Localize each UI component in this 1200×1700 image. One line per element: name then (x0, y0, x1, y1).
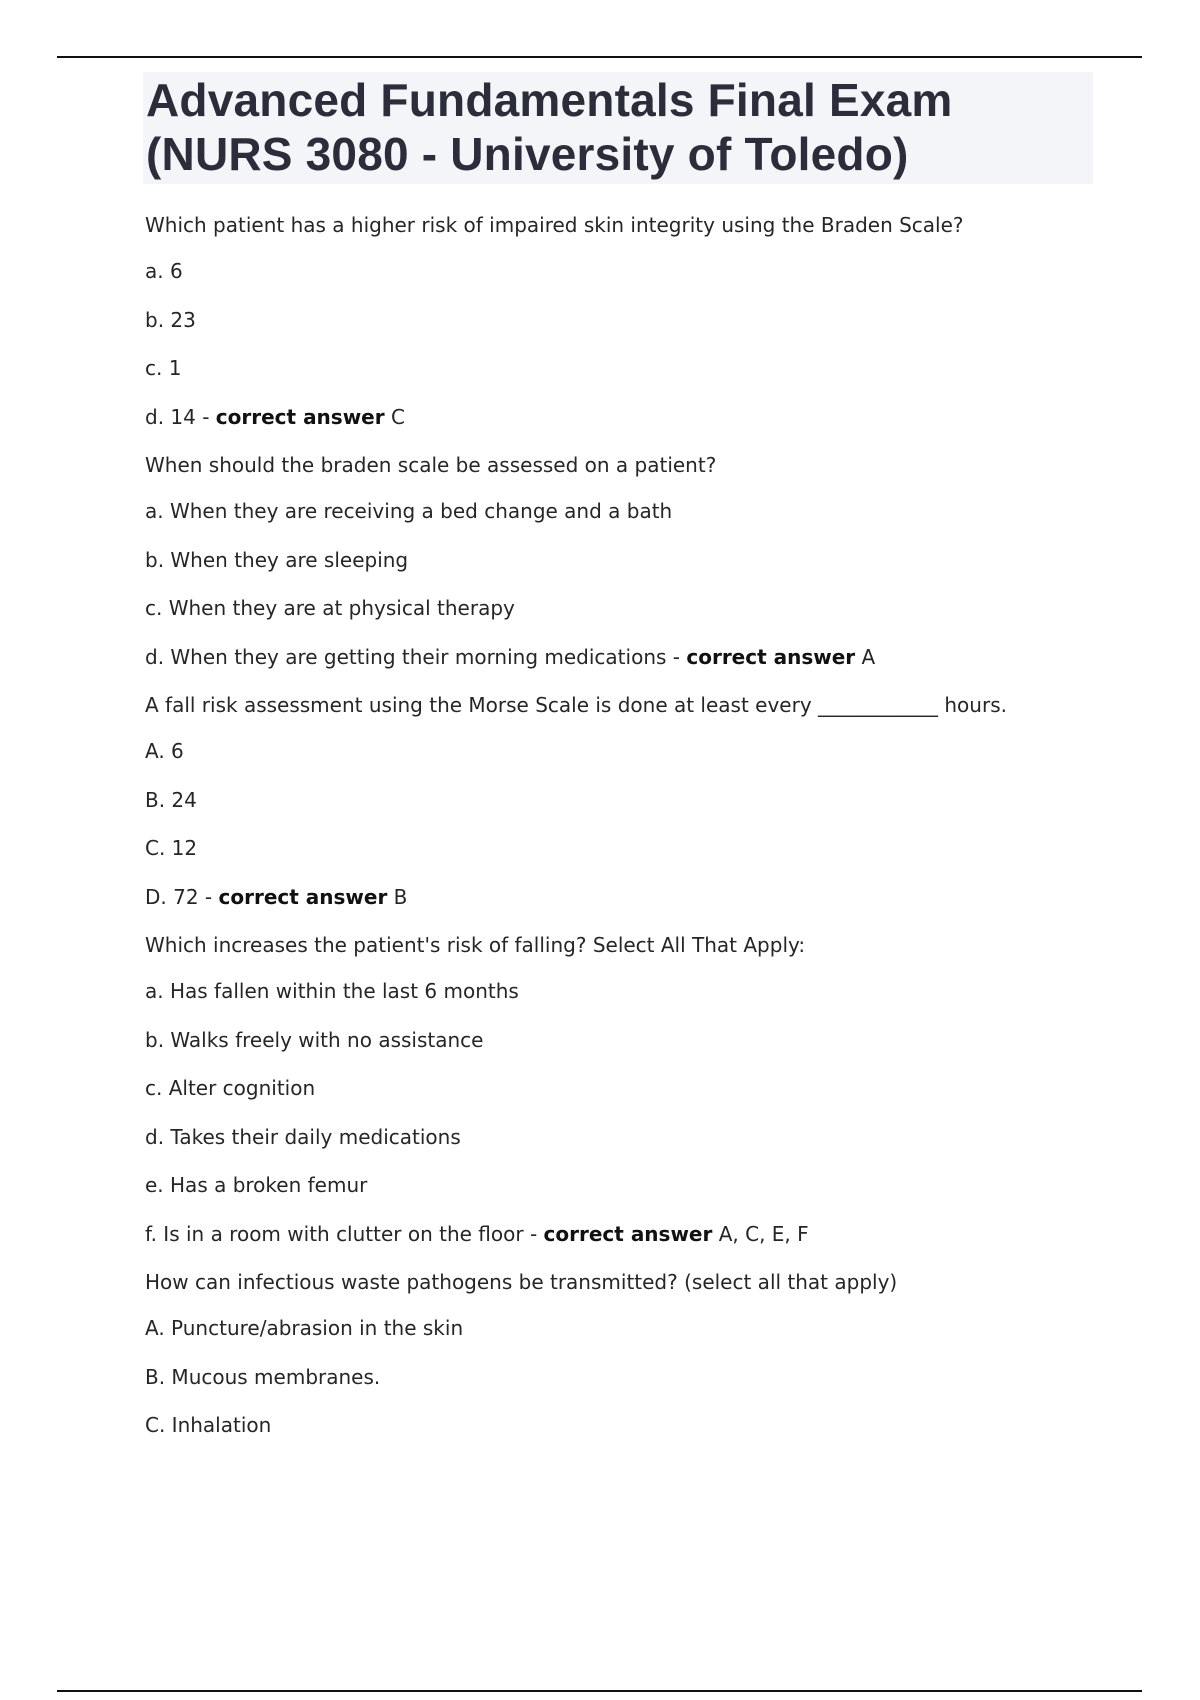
answer-option-with-key (145, 1220, 1105, 1269)
answer-option: a. Has fallen within the last 6 months (145, 979, 519, 1003)
question-text: When should the braden scale be assessed on a patient? (145, 453, 717, 477)
question-text: Which patient has a higher risk of impaired skin integrity using the Braden Scale? (145, 213, 964, 237)
correct-answer-value: A, C, E, F (712, 1221, 809, 1246)
answer-option-with-key (145, 403, 1105, 452)
correct-answer-value: B (387, 884, 408, 909)
answer-option: d. Takes their daily medications (145, 1124, 461, 1149)
answer-option: c. When they are at physical therapy (145, 596, 515, 620)
answer-option-with-key (145, 883, 1105, 932)
correct-answer-label: correct answer (543, 1221, 713, 1246)
answer-option: a. When they are receiving a bed change and a bath (145, 499, 673, 523)
option-text: f. Is in a room with clutter on the floor - (145, 1221, 544, 1246)
correct-answer-value: A (855, 644, 876, 669)
page-title (146, 73, 953, 181)
option-text: d. When they are getting their morning medications - (145, 644, 687, 669)
correct-answer-label: correct answer (215, 404, 385, 429)
title-line-1: Advanced Fundamentals Final Exam (146, 74, 953, 126)
answer-option: C. Inhalation (145, 1413, 272, 1437)
answer-option: A. Puncture/abrasion in the skin (145, 1316, 464, 1340)
answer-option: c. Alter cognition (145, 1076, 316, 1100)
correct-answer-label: correct answer (686, 644, 856, 669)
answer-option-with-key (145, 643, 1105, 692)
answer-option: b. When they are sleeping (145, 547, 409, 572)
question-text: Which increases the patient's risk of falling? Select All That Apply: (145, 933, 806, 957)
title-line-2: (NURS 3080 - University of Toledo) (146, 128, 909, 180)
footer-rule (57, 1690, 1142, 1692)
answer-option: c. 1 (145, 356, 182, 380)
question-text: A fall risk assessment using the Morse Scale is done at least every ____________ hours. (145, 693, 1007, 717)
answer-option: e. Has a broken femur (145, 1173, 368, 1197)
answer-option: A. 6 (145, 739, 184, 763)
answer-option: B. 24 (145, 787, 197, 812)
option-text: D. 72 - (145, 884, 219, 909)
answer-option: b. 23 (145, 307, 196, 332)
correct-answer-label: correct answer (218, 884, 388, 909)
question-text: How can infectious waste pathogens be transmitted? (select all that apply) (145, 1270, 898, 1294)
answer-option: C. 12 (145, 836, 198, 860)
correct-answer-value: C (384, 404, 405, 429)
answer-option: a. 6 (145, 259, 183, 283)
exam-content (145, 211, 1105, 1460)
answer-option: b. Walks freely with no assistance (145, 1027, 484, 1052)
header-rule (57, 56, 1142, 58)
answer-option: B. Mucous membranes. (145, 1364, 381, 1389)
option-text: d. 14 - (145, 404, 216, 429)
